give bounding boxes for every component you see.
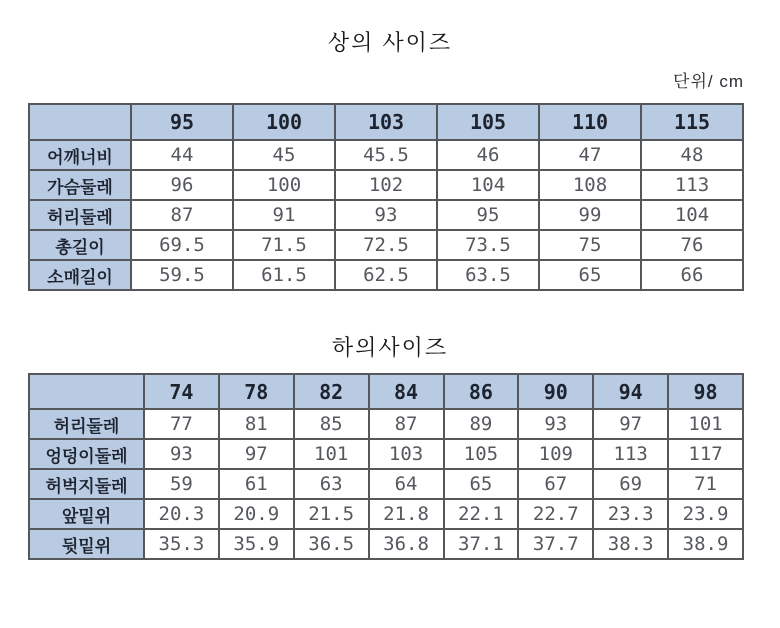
measurement-cell: 48 [641,140,743,170]
size-column-header: 95 [131,104,233,140]
measurement-cell: 93 [335,200,437,230]
measurement-row [29,230,743,260]
row-label-cell: 엉덩이둘레 [29,439,144,469]
measurement-cell: 76 [641,230,743,260]
measurement-row [29,170,743,200]
measurement-cell: 61.5 [233,260,335,290]
measurement-row [29,260,743,290]
measurement-cell: 101 [294,439,369,469]
measurement-cell: 71 [668,469,743,499]
measurement-cell: 47 [539,140,641,170]
measurement-cell: 75 [539,230,641,260]
measurement-cell: 72.5 [335,230,437,260]
measurement-cell: 65 [444,469,519,499]
measurement-cell: 103 [369,439,444,469]
measurement-cell: 22.7 [518,499,593,529]
measurement-cell: 97 [219,439,294,469]
measurement-cell: 36.5 [294,529,369,559]
measurement-cell: 100 [233,170,335,200]
size-header-row [29,374,743,409]
size-column-header: 100 [233,104,335,140]
measurement-cell: 104 [437,170,539,200]
size-column-header: 105 [437,104,539,140]
row-label-cell: 뒷밑위 [29,529,144,559]
measurement-cell: 89 [444,409,519,439]
measurement-cell: 38.9 [668,529,743,559]
size-column-header: 82 [294,374,369,409]
row-label-cell: 소매길이 [29,260,131,290]
measurement-cell: 113 [593,439,668,469]
measurement-row [29,499,743,529]
measurement-cell: 62.5 [335,260,437,290]
size-header-row [29,104,743,140]
measurement-cell: 22.1 [444,499,519,529]
unit-label: 단위/ cm [673,72,744,91]
top-size-table-title: 상의 사이즈 [327,30,453,55]
measurement-cell: 23.9 [668,499,743,529]
measurement-row [29,439,743,469]
measurement-cell: 21.5 [294,499,369,529]
size-column-header: 94 [593,374,668,409]
size-column-header: 98 [668,374,743,409]
measurement-cell: 45 [233,140,335,170]
measurement-cell: 67 [518,469,593,499]
measurement-cell: 102 [335,170,437,200]
measurement-cell: 97 [593,409,668,439]
size-column-header: 86 [444,374,519,409]
measurement-cell: 113 [641,170,743,200]
measurement-cell: 20.9 [219,499,294,529]
size-column-header: 78 [219,374,294,409]
measurement-row [29,140,743,170]
measurement-cell: 66 [641,260,743,290]
measurement-row [29,529,743,559]
measurement-cell: 37.7 [518,529,593,559]
bottom-size-table [28,373,744,560]
measurement-cell: 87 [369,409,444,439]
measurement-cell: 45.5 [335,140,437,170]
bottom-size-table-title: 하의사이즈 [331,335,449,360]
measurement-cell: 20.3 [144,499,219,529]
row-label-cell: 허리둘레 [29,200,131,230]
measurement-cell: 63.5 [437,260,539,290]
measurement-cell: 59.5 [131,260,233,290]
measurement-cell: 36.8 [369,529,444,559]
measurement-cell: 99 [539,200,641,230]
measurement-cell: 37.1 [444,529,519,559]
measurement-cell: 95 [437,200,539,230]
corner-cell [29,374,144,409]
row-label-cell: 어깨너비 [29,140,131,170]
row-label-cell: 가슴둘레 [29,170,131,200]
measurement-cell: 101 [668,409,743,439]
measurement-cell: 93 [518,409,593,439]
measurement-cell: 109 [518,439,593,469]
row-label-cell: 앞밑위 [29,499,144,529]
measurement-cell: 35.3 [144,529,219,559]
measurement-cell: 117 [668,439,743,469]
measurement-cell: 69 [593,469,668,499]
measurement-cell: 71.5 [233,230,335,260]
row-label-cell: 총길이 [29,230,131,260]
measurement-cell: 87 [131,200,233,230]
measurement-cell: 64 [369,469,444,499]
measurement-cell: 93 [144,439,219,469]
size-column-header: 74 [144,374,219,409]
measurement-cell: 44 [131,140,233,170]
measurement-cell: 104 [641,200,743,230]
measurement-cell: 108 [539,170,641,200]
size-column-header: 115 [641,104,743,140]
measurement-cell: 96 [131,170,233,200]
measurement-cell: 85 [294,409,369,439]
corner-cell [29,104,131,140]
row-label-cell: 허리둘레 [29,409,144,439]
measurement-cell: 77 [144,409,219,439]
measurement-cell: 38.3 [593,529,668,559]
measurement-cell: 63 [294,469,369,499]
measurement-cell: 81 [219,409,294,439]
size-column-header: 84 [369,374,444,409]
top-size-table [28,103,744,291]
measurement-cell: 91 [233,200,335,230]
measurement-cell: 73.5 [437,230,539,260]
measurement-cell: 59 [144,469,219,499]
measurement-cell: 105 [444,439,519,469]
row-label-cell: 허벅지둘레 [29,469,144,499]
measurement-row [29,200,743,230]
measurement-cell: 23.3 [593,499,668,529]
measurement-row [29,409,743,439]
size-column-header: 103 [335,104,437,140]
measurement-cell: 65 [539,260,641,290]
measurement-row [29,469,743,499]
measurement-cell: 21.8 [369,499,444,529]
size-column-header: 90 [518,374,593,409]
measurement-cell: 46 [437,140,539,170]
size-column-header: 110 [539,104,641,140]
measurement-cell: 61 [219,469,294,499]
measurement-cell: 69.5 [131,230,233,260]
measurement-cell: 35.9 [219,529,294,559]
